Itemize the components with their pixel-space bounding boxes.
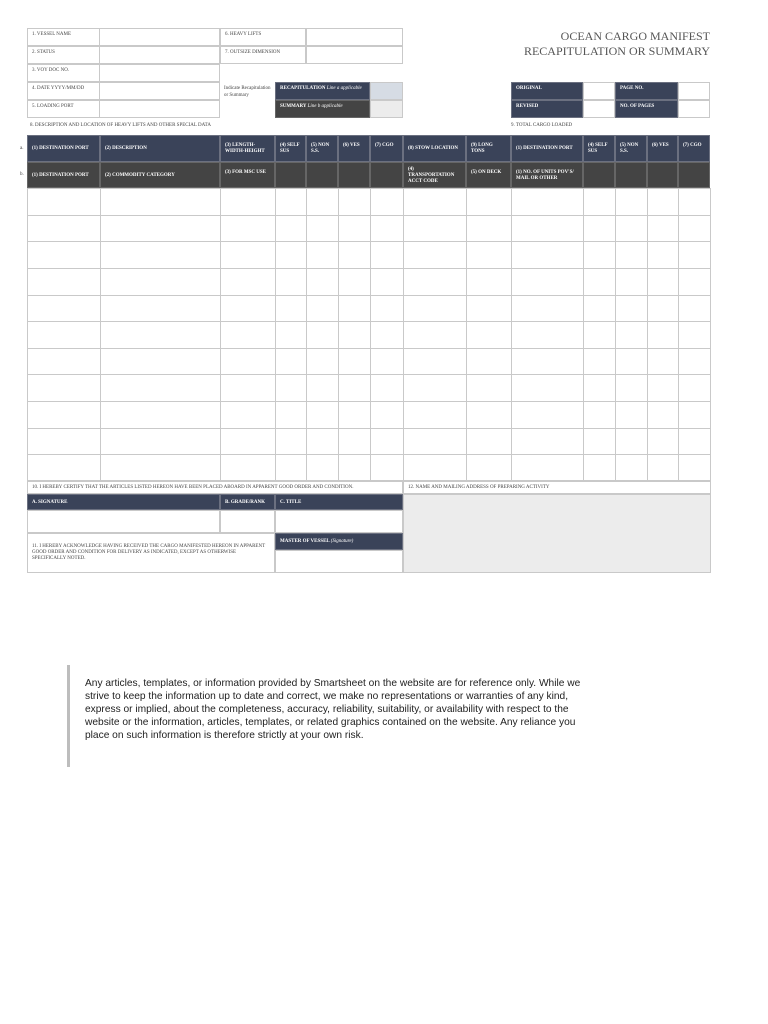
status-field[interactable]	[99, 46, 220, 64]
a-nonss2-header: (5) NON S.S.	[615, 135, 647, 162]
a-nonss-header: (5) NON S.S.	[306, 135, 338, 162]
b-blank-5	[583, 162, 615, 188]
a-cgo-header: (7) CGO	[370, 135, 403, 162]
b-commodity-header: (2) COMMODITY CATEGORY	[100, 162, 220, 188]
title-line-1: OCEAN CARGO MANIFEST	[560, 29, 710, 43]
b-blank-8	[678, 162, 710, 188]
row-b-marker: b.	[20, 172, 24, 177]
disclaimer-bar	[67, 665, 70, 767]
certify-statement: 10. I HEREBY CERTIFY THAT THE ARTICLES LISTED HEREON HAVE BEEN PLACED ABOARD IN APPARENT GOOD ORDER AND CONDITION.	[27, 481, 403, 494]
b-blank-7	[647, 162, 678, 188]
date-label: 4. DATE YYYY/MM/DD	[27, 82, 100, 100]
a-lwh-header: (3) LENGTH-WIDTH-HEIGHT	[220, 135, 275, 162]
title-line-2: RECAPITULATION OR SUMMARY	[523, 44, 710, 58]
a-desc-header: (2) DESCRIPTION	[100, 135, 220, 162]
name-address-field[interactable]	[403, 494, 711, 573]
table-column-divider	[647, 189, 648, 480]
master-note: (Signature)	[330, 539, 354, 544]
desc-heavy-label: 8. DESCRIPTION AND LOCATION OF HEAVY LIFTS AND OTHER SPECIAL DATA	[30, 123, 211, 128]
summary-text: SUMMARY	[280, 104, 307, 109]
row-a-marker: a.	[20, 146, 24, 151]
table-column-divider	[220, 189, 221, 480]
disclaimer-text: Any articles, templates, or information provided by Smartsheet on the website are for reference only. While we strive to keep the information up to date and correct, we make no representations or warranties of any kind, express or implied, about the completeness, accuracy, reliability, suitability, or availability with respect to the website or the information, articles, templates, or related graphics contained on the website. Any reliance you place on such information is therefore strictly at your own risk.	[85, 678, 581, 741]
a-ves-header: (6) VES	[338, 135, 370, 162]
signature-field[interactable]	[27, 510, 220, 533]
recap-text: RECAPITULATION	[280, 86, 326, 91]
summary-note: Line b applicable	[307, 104, 343, 109]
b-trans-header: (4) TRANSPORTATION ACCT CODE	[403, 162, 466, 188]
a-selfsus2-header: (4) SELF SUS	[583, 135, 615, 162]
b-units-header: (1) NO. OF UNITS POV'S/ MAIL OR OTHER	[511, 162, 583, 188]
vessel-name-label: 1. VESSEL NAME	[27, 28, 100, 46]
master-text: MASTER OF VESSEL	[280, 539, 330, 544]
table-row-divider	[28, 321, 710, 322]
table-row-divider	[28, 268, 710, 269]
outsize-label: 7. OUTSIZE DIMENSION	[220, 46, 306, 64]
no-pages-label: NO. OF PAGES	[615, 100, 678, 118]
summary-checkbox[interactable]	[370, 100, 403, 118]
table-column-divider	[466, 189, 467, 480]
a-dest-header: (1) DESTINATION PORT	[27, 135, 100, 162]
table-column-divider	[583, 189, 584, 480]
table-column-divider	[511, 189, 512, 480]
table-row-divider	[28, 241, 710, 242]
total-cargo-label: 9. TOTAL CARGO LOADED	[511, 123, 573, 128]
page-no-field[interactable]	[678, 82, 710, 100]
b-blank-6	[615, 162, 647, 188]
table-row-divider	[28, 348, 710, 349]
grade-rank-label: B. GRADE/RANK	[220, 494, 275, 510]
title-field[interactable]	[275, 510, 403, 533]
a-longtons-header: (9) LONG TONS	[466, 135, 511, 162]
status-label: 2. STATUS	[27, 46, 100, 64]
table-column-divider	[370, 189, 371, 480]
a-ves2-header: (6) VES	[647, 135, 678, 162]
voy-doc-field[interactable]	[99, 64, 220, 82]
table-column-divider	[306, 189, 307, 480]
a-stow-header: (8) STOW LOCATION	[403, 135, 466, 162]
name-address-label: 12. NAME AND MAILING ADDRESS OF PREPARING ACTIVITY	[403, 481, 711, 494]
b-dest-header: (1) DESTINATION PORT	[27, 162, 100, 188]
revised-checkbox[interactable]	[583, 100, 615, 118]
heavy-lifts-label: 6. HEAVY LIFTS	[220, 28, 306, 46]
heavy-lifts-field[interactable]	[306, 28, 403, 46]
master-label	[275, 533, 403, 550]
table-column-divider	[678, 189, 679, 480]
voy-doc-label: 3. VOY DOC NO.	[27, 64, 100, 82]
original-label: ORIGINAL	[511, 82, 583, 100]
acknowledge-statement: 11. I HEREBY ACKNOWLEDGE HAVING RECEIVED THE CARGO MANIFESTED HEREON IN APPARENT GOOD ORDER AND CONDITION FOR DELIVERY AS INDICATED, EXCEPT AS OTHERWISE SPECIFICALLY NOTED.	[27, 533, 275, 573]
page-no-label: PAGE NO.	[615, 82, 678, 100]
table-column-divider	[100, 189, 101, 480]
summary-label	[275, 100, 370, 118]
table-row-divider	[28, 454, 710, 455]
b-blank-4	[370, 162, 403, 188]
recap-checkbox[interactable]	[370, 82, 403, 100]
original-checkbox[interactable]	[583, 82, 615, 100]
table-row-divider	[28, 401, 710, 402]
date-field[interactable]	[99, 82, 220, 100]
table-column-divider	[338, 189, 339, 480]
b-blank-3	[338, 162, 370, 188]
table-row-divider	[28, 215, 710, 216]
table-row-divider	[28, 374, 710, 375]
a-dest2-header: (1) DESTINATION PORT	[511, 135, 583, 162]
table-column-divider	[615, 189, 616, 480]
no-pages-field[interactable]	[678, 100, 710, 118]
a-cgo2-header: (7) CGO	[678, 135, 710, 162]
title-label: C. TITLE	[275, 494, 403, 510]
table-row-divider	[28, 428, 710, 429]
b-blank-2	[306, 162, 338, 188]
outsize-field[interactable]	[306, 46, 403, 64]
loading-port-field[interactable]	[99, 100, 220, 118]
b-blank-1	[275, 162, 306, 188]
table-column-divider	[403, 189, 404, 480]
vessel-name-field[interactable]	[99, 28, 220, 46]
form-title	[524, 29, 710, 59]
grade-rank-field[interactable]	[220, 510, 275, 533]
table-column-divider	[275, 189, 276, 480]
b-ondeck-header: (5) ON DECK	[466, 162, 511, 188]
recap-note: Line a applicable	[326, 86, 362, 91]
indicate-note: Indicate Recapitulation or Summary	[224, 86, 271, 98]
table-row-divider	[28, 295, 710, 296]
signature-label: A. SIGNATURE	[27, 494, 220, 510]
recap-label	[275, 82, 370, 100]
master-signature-field[interactable]	[275, 550, 403, 573]
loading-port-label: 5. LOADING PORT	[27, 100, 100, 118]
cargo-table-body[interactable]	[27, 188, 711, 481]
revised-label: REVISED	[511, 100, 583, 118]
b-misc-header: (3) FOR MSC USE	[220, 162, 275, 188]
a-selfsus-header: (4) SELF SUS	[275, 135, 306, 162]
